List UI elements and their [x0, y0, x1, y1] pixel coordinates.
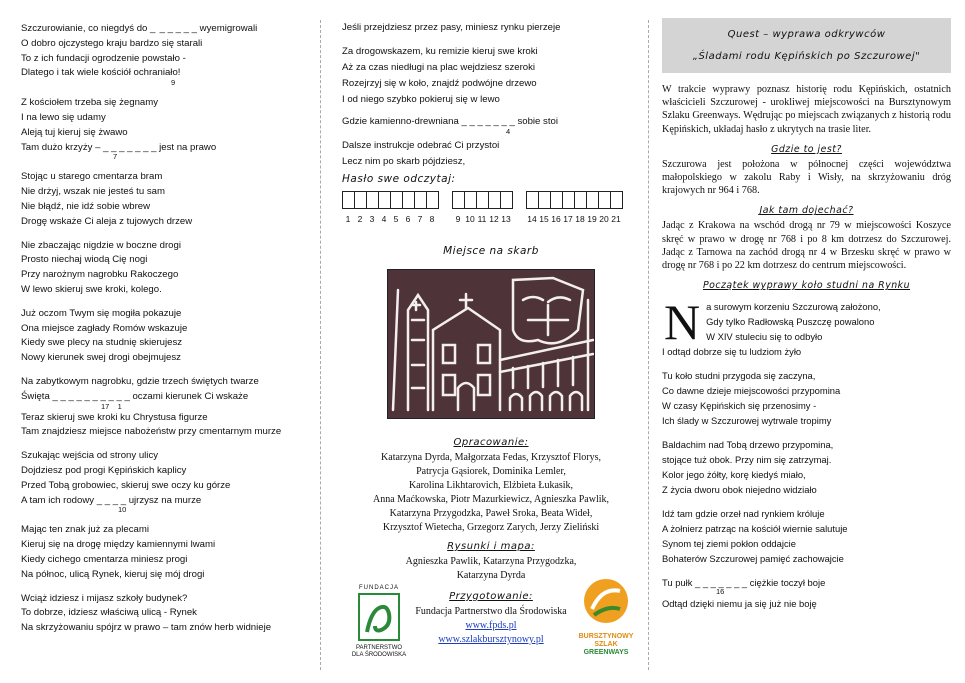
link-fpds[interactable]: www.fpds.pl [465, 620, 517, 631]
treasure-drawing [387, 269, 595, 419]
stanza [21, 307, 310, 366]
poem-line: Już oczom Twym się mogiła pokazuje [21, 307, 182, 319]
poem-line: Co dawne dzieje miejscowości przypomina [662, 385, 841, 397]
fundacja-logo [350, 585, 408, 659]
poem-line: W czasy Kępińskich się przenosimy - [662, 400, 817, 412]
treasure-label: Miejsce na skarb [443, 245, 539, 257]
password-cell[interactable] [610, 191, 622, 227]
password-cell[interactable] [586, 191, 598, 227]
poem-line: Stojąc u starego cmentarza bram [21, 171, 163, 183]
poem-line: Nie zbaczając nigdzie w boczne drogi [21, 239, 181, 251]
password-cell[interactable] [488, 191, 500, 227]
password-cell[interactable] [390, 191, 402, 227]
church-drawing-icon [388, 270, 594, 418]
letter-number: 17 1 [101, 401, 122, 411]
poem-line: Nie błądź, nie idź sobie wbrew [21, 200, 151, 212]
letter-index: 18 [575, 214, 585, 224]
poem-line: O dobro ojczystego kraju bardzo się starali [21, 37, 203, 49]
password-cell[interactable] [464, 191, 476, 227]
how-text: Jadąc z Krakowa na wschód drogą nr 79 w miejscowości Koszyce skręć w prawo w drogę nr 768 i po 8 km dotrzesz do Szczurowej. Jadąc z Tarnowa na zachód drogą nr 4 w Brzesku skręć w prawo w drogę nr 768 i po 22 km dotrzesz do centrum miejscowości. [662, 220, 951, 272]
poem-line: Tam dużo krzyży – _ _ _ _ _ _ _ jest na prawo [21, 141, 217, 153]
credits-list [342, 451, 640, 535]
poem-line: To dobrze, idziesz właściwą ulicą - Rynek [21, 607, 197, 619]
logo-bottom-text-2: DLA ŚRODOWISKA [351, 652, 407, 658]
poem-line: Przy narożnym nagrobku Rakoczego [21, 269, 179, 281]
poem-line: Idź tam gdzie orzeł nad rynkiem króluje [662, 508, 825, 520]
poem-line: Ich ślady w Szczurowej wytrwale tropimy [662, 415, 832, 427]
letter-index: 4 [381, 214, 387, 224]
dropcap: N [664, 294, 701, 351]
letter-index: 12 [489, 214, 499, 224]
poem-line: Karolina Likhtarovich, Elżbieta Łukasik, [408, 480, 574, 491]
heading-how: Jak tam dojechać? [759, 205, 854, 217]
poem-line: a surowym korzeniu Szczurową założono, [706, 301, 881, 313]
poem-line: Katarzyna Dyrda [456, 570, 526, 581]
heading-start: Początek wyprawy koło studni na Rynku [702, 280, 911, 292]
poem-line: W XIV stuleciu się to odbyło [706, 331, 823, 343]
poem-line: Anna Maćkowska, Piotr Mazurkiewicz, Agnieszka Pawlik, [372, 494, 610, 505]
poem-start [662, 294, 951, 611]
prep-org: Fundacja Partnerstwo dla Środowiska [415, 606, 567, 617]
password-grid[interactable] [342, 191, 640, 227]
poem-line: Tam znajdziesz miejsce nabożeństw przy cmentarnym murze [21, 426, 282, 438]
logo-szlak: SZLAK [594, 641, 618, 648]
password-cell[interactable] [378, 191, 390, 227]
poem-line: Święta _ _ _ _ _ _ _ _ _ _ oczami kierunek Ci wskaże [21, 390, 249, 402]
letter-index: 19 [587, 214, 597, 224]
letter-index: 13 [501, 214, 511, 224]
letter-index: 3 [369, 214, 375, 224]
password-cell[interactable] [526, 191, 538, 227]
letter-box[interactable] [426, 191, 439, 209]
intro-text: W trakcie wyprawy poznasz historię rodu Kępińskich, ostatnich właścicieli Szczurowej - urokliwej miejscowości na Bursztynowym Szlaku Greenways. Wędrując po miejscach związanych z historią rodu Kępińskich, układaj hasło z ukrytych na trasie liter. [662, 84, 951, 135]
logo-bursztynowy: BURSZTYNOWY [578, 633, 634, 640]
stanza [21, 22, 310, 87]
poem-line: Lecz nim po skarb pójdziesz, [342, 156, 466, 167]
poem-line: Dalsze instrukcje odebrać Ci przystoi [342, 140, 500, 151]
poem-line: Ona miejsce zagłady Romów wskazuje [21, 322, 188, 334]
poem-line: Aż za czas niedługi na plac wejdziesz szeroki [342, 62, 536, 73]
password-cell[interactable] [342, 191, 354, 227]
letter-box[interactable] [500, 191, 513, 209]
poem-line: Katarzyna Dyrda, Małgorzata Fedas, Krzysztof Florys, [381, 452, 601, 463]
link-szlak[interactable]: www.szlakbursztynowy.pl [438, 634, 544, 645]
letter-number: 9 [171, 78, 176, 88]
stanza [21, 523, 310, 582]
poem-line: Na północ, ulicą Rynek, kieruj się mój drogi [21, 568, 205, 580]
password-cell[interactable] [538, 191, 550, 227]
password-cell[interactable] [414, 191, 426, 227]
password-cell[interactable] [426, 191, 438, 227]
poem-line: Wciąż idziesz i mijasz szkoły budynek? [21, 592, 188, 604]
poem-line: Na skrzyżowaniu spójrz w prawo – tam znów herb widnieje [21, 622, 272, 634]
password-cell[interactable] [598, 191, 610, 227]
password-cell[interactable] [354, 191, 366, 227]
letter-index: 21 [611, 214, 621, 224]
password-cell[interactable] [476, 191, 488, 227]
title-sub: „Śladami rodu Kępińskich po Szczurowej" [692, 51, 921, 62]
heading-where: Gdzie to jest? [771, 143, 842, 155]
password-cell[interactable] [500, 191, 512, 227]
poem-line: Rozejrzyj się w koło, znajdź podwójne drzewo [342, 78, 537, 89]
poem-line: Jeśli przejdziesz przez pasy, miniesz rynku pierzeje [342, 22, 561, 33]
password-cell[interactable] [562, 191, 574, 227]
letter-box[interactable] [610, 191, 623, 209]
poem-line: Drogę wskaże Ci aleja z tujowych drzew [21, 215, 193, 227]
drawings-title: Rysunki i mapa: [447, 541, 535, 552]
letter-index: 16 [551, 214, 561, 224]
letter-number: 10 [118, 505, 127, 515]
stanza [21, 239, 310, 298]
letter-index: 6 [405, 214, 411, 224]
poem-line: I na lewo się udamy [21, 111, 106, 123]
poem-line: Teraz skieruj swe kroki ku Chrystusa figurze [21, 411, 208, 423]
poem-line: Dojdziesz pod progi Kępińskich kaplicy [21, 464, 187, 476]
credits-title: Opracowanie: [453, 437, 529, 448]
letter-index: 14 [527, 214, 537, 224]
title-banner [662, 18, 951, 73]
letter-index: 17 [563, 214, 573, 224]
letter-index: 9 [455, 214, 461, 224]
poem-line: Patrycja Gąsiorek, Dominika Lemler, [416, 466, 566, 477]
fundacja-emblem-icon [357, 592, 401, 642]
poem-line: Na zabytkowym nagrobku, gdzie trzech świętych twarze [21, 375, 259, 387]
poem-line: Kolor jego żółty, korę kiedyś miało, [662, 469, 806, 481]
poem-line: Dlatego i tak wiele kościół ochraniało! [21, 67, 181, 79]
poem-line: To z ich fundacji ogrodzenie powstało - [21, 52, 186, 64]
title-main: Quest – wyprawa odkrywców [727, 29, 886, 40]
poem-line: Bohaterów Szczurowej pamięć zachowajcie [662, 553, 844, 565]
poem-line: Szczurowianie, co niegdyś do _ _ _ _ _ _ wyemigrowali [21, 23, 258, 34]
poem-line: Z życia dworu obok niejedno widziało [662, 484, 817, 496]
letter-index: 1 [345, 214, 351, 224]
password-group [452, 191, 512, 227]
password-group [526, 191, 622, 227]
poem-line: A tam ich rodowy _ _ _ _ ujrzysz na murze [21, 494, 202, 506]
poem-line: Z kościołem trzeba się żegnamy [21, 97, 159, 109]
password-cell[interactable] [402, 191, 414, 227]
letter-number: 16 [716, 587, 725, 597]
stanza [21, 375, 310, 440]
poem-line: Mając ten znak już za plecami [21, 524, 149, 536]
poem-line: A żołnierz patrząc na kościół wiernie salutuje [662, 523, 848, 535]
poem-line: Katarzyna Przygodzka, Paweł Sroka, Beata Wideł, [389, 508, 593, 519]
poem-line: Kieruj się na drogę między kamiennymi lwami [21, 539, 216, 551]
stanza [21, 592, 310, 636]
poem-line: Za drogowskazem, ku remizie kieruj swe kroki [342, 46, 538, 57]
poem-line: Szukając wejścia od strony ulicy [21, 450, 159, 462]
poem-line: Odtąd dzięki niemu ja się już nie boję [662, 598, 817, 610]
prep-title: Przygotowanie: [449, 591, 533, 602]
letter-index: 5 [393, 214, 399, 224]
poem-line: Nowy kierunek swej drogi obejmujesz [21, 352, 181, 364]
stanza [21, 96, 310, 161]
password-group [342, 191, 438, 227]
letter-number: 4 [506, 127, 511, 136]
stanza [21, 449, 310, 514]
poem-line: I odtąd dobrze się tu ludziom żyło [662, 346, 802, 358]
poem-line: Agnieszka Pawlik, Katarzyna Przygodzka, [405, 556, 577, 567]
poem-line: Kiedy cichego cmentarza miniesz progi [21, 553, 188, 565]
poem-line: Aleją tuj kieruj się żwawo [21, 126, 128, 138]
letter-index: 20 [599, 214, 609, 224]
intro-column-right [648, 0, 965, 683]
poem-line: Kiedy swe plecy na studnię skierujesz [21, 337, 183, 349]
letter-index: 7 [417, 214, 423, 224]
poem-column-left [0, 0, 320, 683]
logo-bottom-text: PARTNERSTWO [355, 645, 403, 651]
where-text: Szczurowa jest położona w północnej części województwa małopolskiego w zakolu Raby i Wisły, na skrzyżowaniu dróg krajowych nr 964 i 768. [662, 158, 951, 197]
amber-sun-icon [580, 575, 632, 627]
letter-number: 7 [113, 152, 118, 162]
blank-line-16: Tu pułk _ _ _ _ _ _ _ ciężkie toczył boje [662, 577, 826, 589]
poem-line: W lewo skieruj swe kroki, kolego. [21, 283, 162, 295]
password-cell[interactable] [574, 191, 586, 227]
password-cell[interactable] [366, 191, 378, 227]
poem-line: Tu koło studni przygoda się zaczyna, [662, 370, 816, 382]
password-cell[interactable] [452, 191, 464, 227]
poem-line: Baldachim nad Tobą drzewo przypomina, [662, 439, 834, 451]
password-cell[interactable] [550, 191, 562, 227]
password-label: Hasło swe odczytaj: [342, 173, 456, 185]
poem-line: stojące tuż obok. Przy nim się zatrzymaj. [662, 454, 832, 466]
letter-index: 2 [357, 214, 363, 224]
blank-line-4: Gdzie kamienno-drewniana _ _ _ _ _ _ _ sobie stoi [342, 116, 558, 127]
poem-line: Przed Tobą grobowiec, skieruj swe oczy ku górze [21, 479, 231, 491]
poem-line: Synom tej ziemi pokłon oddajcie [662, 538, 796, 550]
poem-line: I od niego szybko pokieruj się w lewo [342, 94, 500, 105]
poem-line: Prosto niechaj wiodą Cię nogi [21, 254, 148, 266]
letter-index: 8 [429, 214, 435, 224]
stanza [21, 170, 310, 229]
letter-index: 11 [477, 214, 487, 224]
letter-index: 15 [539, 214, 549, 224]
poem-column-middle [320, 0, 648, 683]
logo-top-text: FUNDACJA [358, 585, 399, 591]
logo-greenways: GREENWAYS [583, 649, 629, 656]
poem-line: Nie drżyj, wszak nie jesteś tu sam [21, 186, 165, 198]
poem-line: Krzysztof Wietecha, Grzegorz Zarych, Jerzy Zieliński [382, 522, 600, 533]
bursztynowy-logo [574, 575, 638, 657]
poem-line: Gdy tylko Radłowską Puszczę powalono [706, 316, 875, 328]
letter-index: 10 [465, 214, 475, 224]
